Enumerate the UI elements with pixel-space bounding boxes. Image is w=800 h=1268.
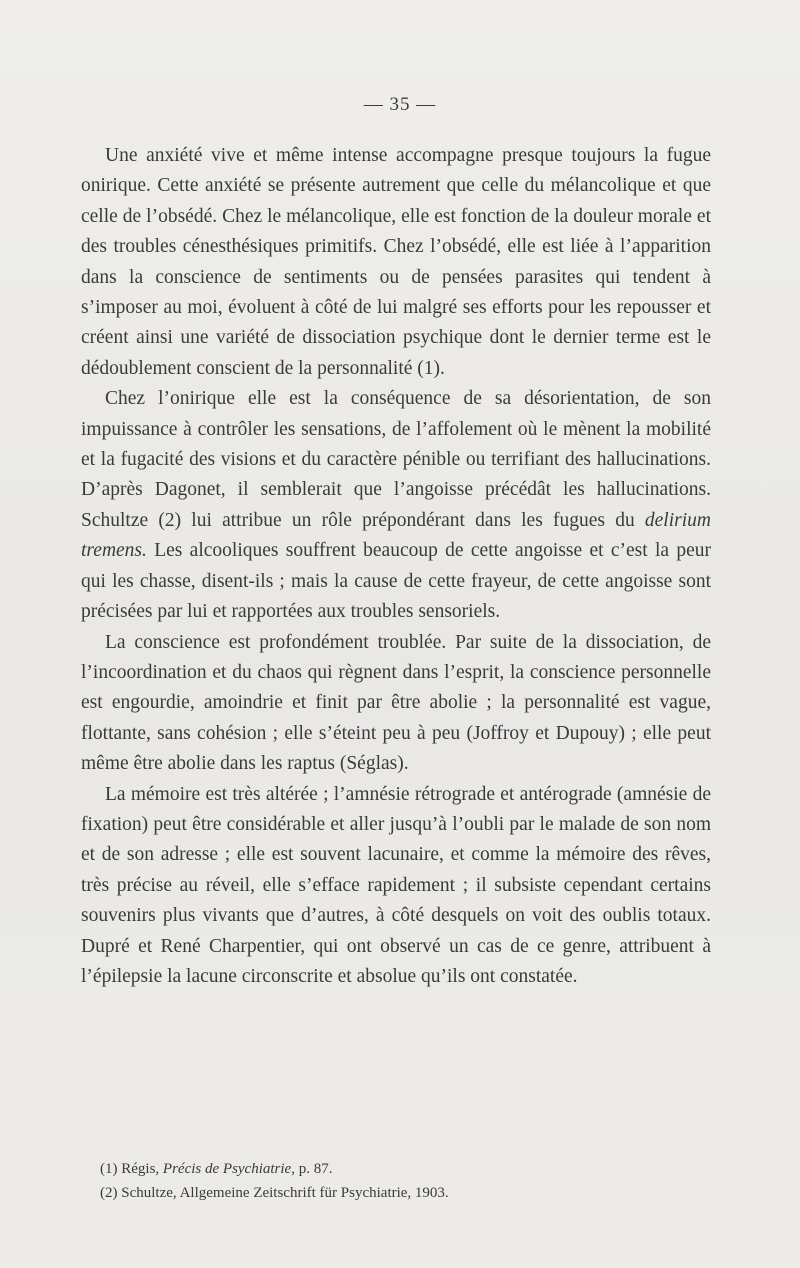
body-text	[81, 141, 711, 992]
paragraph-onirique	[81, 384, 711, 627]
footnote-marker: (2)	[100, 1185, 118, 1201]
footnote-marker: (1)	[100, 1161, 118, 1177]
paragraph-memoire: La mémoire est très altérée ; l’amnésie rétrograde et antérograde (amnésie de fixation) peut être considérable et aller jusqu’à l’oubli par le malade de son nom et de son adresse ; elle est souvent lacunaire, et comme la mémoire des rêves, très précise au réveil, elle s’efface rapidement ; il subsiste cependant certains souvenirs plus vivants que d’autres, à côté desquels on voit des oublis totaux. Dupré et René Charpentier, qui ont observé un cas de ce genre, attribuent à l’épilepsie la lacune circonscrite et absolue qu’ils ont constatée.	[81, 783, 711, 987]
footnote-rest: p. 87.	[298, 1161, 333, 1177]
paragraph-conscience: La conscience est profondément troublée. Par suite de la dissociation, de l’incoordination et du chaos qui règnent dans l’esprit, la conscience personnelle est engourdie, amoindrie et finit par être abolie ; la personnalité est vague, flottante, sans cohésion ; elle s’éteint peu à peu (Joffroy et Dupouy) ; elle peut même être abolie dans les raptus (Séglas).	[81, 631, 711, 775]
paragraph-text: Chez l’onirique elle est la conséquence de sa désorientation, de son impuissance à contrôler les sensations, de l’affolement où le mènent la mobilité et la fugacité des visions et du caractère pénible ou terrifiant des hallucinations. D’après Dagonet, il semblerait que l’angoisse précédât les hallucinations. Schultze (2) lui attribue un rôle prépondérant dans les fugues du	[81, 388, 711, 531]
footnote-author: Régis,	[121, 1161, 160, 1177]
footnote-1	[100, 1157, 700, 1181]
paragraph-anxiety: Une anxiété vive et même intense accompagne presque toujours la fugue onirique. Cette anxiété se présente autrement que celle du mélancolique et que celle de l’obsédé. Chez le mélancolique, elle est fonction de la douleur morale et des troubles cénesthésiques primitifs. Chez l’obsédé, elle est liée à l’apparition dans la conscience de sentiments ou de pensées parasites qui tendent à s’imposer au moi, évoluent à côté de lui malgré ses efforts pour les repousser et créent ainsi une variété de dissociation psychique dont le dernier terme est le dédoublement conscient de la personnalité (1).	[81, 145, 711, 379]
footnote-title: Précis de Psychiatrie,	[162, 1161, 295, 1177]
footnote-rest: Allgemeine Zeitschrift für Psychiatrie, 1903.	[179, 1185, 449, 1201]
footnote-author: Schultze,	[121, 1185, 177, 1201]
paragraph-text: Les alcooliques souffrent beaucoup de cette angoisse et c’est la peur qui les chasse, disent-ils ; mais la cause de cette frayeur, de cette angoisse sont précisées par lui et rapportées aux troubles sensoriels.	[81, 540, 711, 623]
page-number: — 35 —	[363, 94, 437, 115]
italic-term: delirium tremens.	[81, 509, 711, 562]
footnotes	[100, 1157, 700, 1205]
footnote-2	[100, 1181, 700, 1205]
